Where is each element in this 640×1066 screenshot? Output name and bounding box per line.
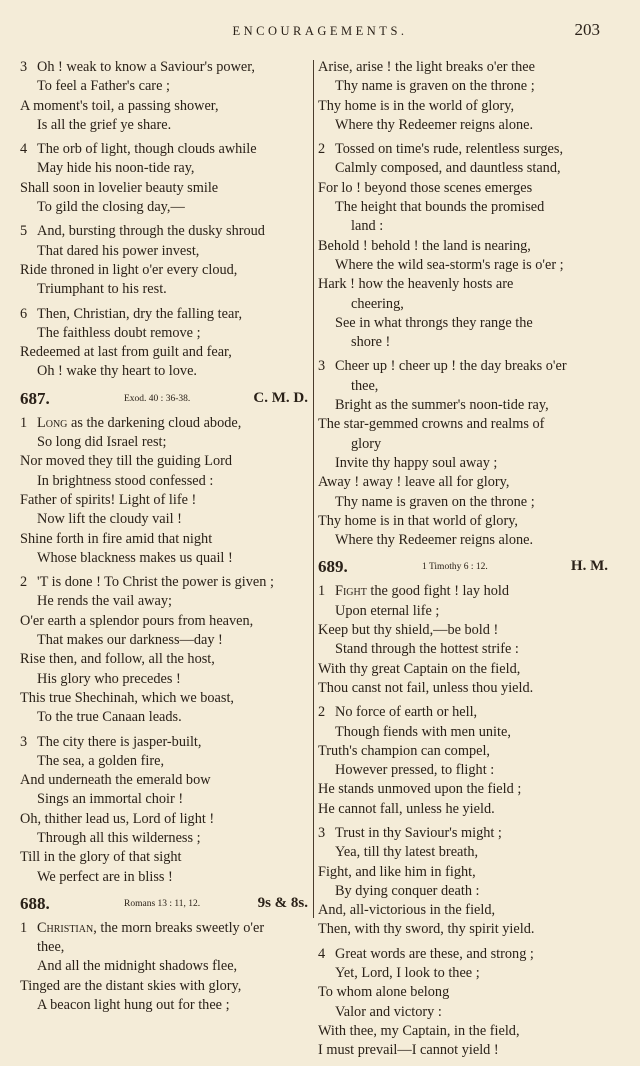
line-text: the good fight ! lay hold <box>366 583 509 600</box>
stanza-number: 1 <box>318 583 326 600</box>
line-text: Thy name is graven on the throne ; <box>335 493 535 510</box>
line-text: Where thy Redeemer reigns alone. <box>335 116 534 133</box>
line-text: This true Shechinah, which we boast, <box>20 689 235 706</box>
hymn-number: 687. <box>20 388 50 408</box>
hymn-687-stanzas <box>20 414 310 887</box>
verse-line <box>318 964 610 983</box>
line-text: Calmly composed, and dauntless stand, <box>335 160 561 177</box>
line-text: Yet, Lord, I look to thee ; <box>335 965 480 982</box>
verse-line <box>20 510 310 529</box>
verse-line <box>318 512 610 531</box>
verse-line <box>318 159 610 178</box>
line-text: And, all-victorious in the field, <box>318 902 496 919</box>
line-text: He rends the vail away; <box>37 593 172 610</box>
verse-line <box>20 670 310 689</box>
line-text: His glory who precedes ! <box>37 670 181 687</box>
verse-line <box>20 58 310 77</box>
line-text: Nor moved they till the guiding Lord <box>20 453 233 470</box>
line-text: Invite thy happy soul away ; <box>335 454 498 471</box>
verse-line <box>318 531 610 550</box>
line-text: Upon eternal life ; <box>335 602 440 619</box>
verse-line <box>20 97 310 116</box>
line-text: Oh ! wake thy heart to love. <box>37 363 197 380</box>
hymn-meter: C. M. D. <box>253 389 308 406</box>
verse-line <box>318 1003 610 1022</box>
stanza <box>318 582 610 698</box>
verse-line <box>20 222 310 241</box>
stanza-number: 5 <box>20 223 28 240</box>
verse-line <box>20 631 310 650</box>
line-text: Shine forth in fire amid that night <box>20 530 213 547</box>
verse-line <box>318 237 610 256</box>
stanza-number: 4 <box>318 945 326 962</box>
line-text: And underneath the emerald bow <box>20 772 211 789</box>
line-text: Bright as the summer's noon-tide ray, <box>335 397 549 414</box>
line-text: Where the wild sea-storm's rage is o'er ; <box>335 256 564 273</box>
verse-line <box>20 472 310 491</box>
line-text: Arise, arise ! the light breaks o'er thee <box>318 59 535 75</box>
verse-line <box>20 159 310 178</box>
running-title: ENCOURAGEMENTS. <box>232 24 408 38</box>
stanza-number: 1 <box>20 919 28 936</box>
verse-line <box>318 140 610 159</box>
stanza <box>20 222 310 299</box>
hymn-number: 688. <box>20 893 50 913</box>
verse-line <box>20 116 310 135</box>
line-text: See in what throngs they range the <box>335 314 533 331</box>
line-text: cheering, <box>351 295 404 312</box>
first-word: Long <box>37 414 68 431</box>
column-divider <box>313 60 314 918</box>
stanza-number: 3 <box>20 59 28 75</box>
line-text: We perfect are in bliss ! <box>37 868 173 885</box>
verse-line <box>20 343 310 362</box>
scripture-reference: 1 Timothy 6 : 12. <box>422 562 488 573</box>
line-text: Valor and victory : <box>335 1003 442 1020</box>
first-word: Fight <box>335 583 367 600</box>
line-text: Stand through the hottest strife : <box>335 641 519 658</box>
line-text: Great words are these, and strong ; <box>335 945 534 962</box>
stanza-number: 2 <box>318 704 326 721</box>
verse-line <box>20 198 310 217</box>
line-text: The city there is jasper-built, <box>37 733 202 750</box>
verse-line <box>318 415 610 434</box>
line-text: Hark ! how the heavenly hosts are <box>318 276 514 293</box>
stanza <box>318 945 610 1061</box>
line-text: He cannot fall, unless he yield. <box>318 800 495 817</box>
verse-line <box>20 305 310 324</box>
verse-line <box>20 810 310 829</box>
line-text: Oh, thither lead us, Lord of light ! <box>20 810 215 827</box>
verse-line <box>318 761 610 780</box>
line-text: And all the midnight shadows flee, <box>37 958 238 975</box>
line-text: shore ! <box>351 334 391 351</box>
line-text: The faithless doubt remove ; <box>37 324 201 341</box>
verse-line <box>20 280 310 299</box>
line-text: Cheer up ! cheer up ! the day breaks o'er <box>335 358 567 375</box>
stanza-number: 2 <box>318 141 326 158</box>
stanza <box>318 824 610 940</box>
verse-line <box>20 708 310 727</box>
verse-line <box>318 621 610 640</box>
verse-line <box>318 679 610 698</box>
line-text: Oh ! weak to know a Saviour's power, <box>37 59 255 75</box>
line-text: Then, Christian, dry the falling tear, <box>37 305 243 322</box>
line-text: To gild the closing day,— <box>37 199 185 216</box>
line-text: 'T is done ! To Christ the power is given ; <box>37 574 274 591</box>
line-text: Truth's champion can compel, <box>318 742 490 759</box>
line-text: The sea, a golden fire, <box>37 752 165 769</box>
verse-line <box>20 689 310 708</box>
line-text: Where thy Redeemer reigns alone. <box>335 532 534 549</box>
stanza <box>318 140 610 352</box>
verse-line <box>318 295 610 314</box>
line-text: That dared his power invest, <box>37 242 200 259</box>
line-text: Rise then, and follow, all the host, <box>20 651 215 668</box>
verse-line <box>20 829 310 848</box>
right-column <box>318 58 610 1066</box>
verse-line <box>20 868 310 887</box>
verse-line <box>318 473 610 492</box>
verse-line <box>20 733 310 752</box>
line-text: thee, <box>37 939 65 956</box>
scripture-reference: Exod. 40 : 36-38. <box>124 393 191 404</box>
line-text: Away ! away ! leave all for glory, <box>318 474 510 491</box>
stanza <box>318 58 610 135</box>
line-text: Ride throned in light o'er every cloud, <box>20 261 238 278</box>
line-text: glory <box>351 435 382 452</box>
verse-line <box>318 357 610 376</box>
line-text: A beacon light hung out for thee ; <box>37 997 230 1014</box>
first-word: Christian <box>37 919 94 936</box>
verse-line <box>318 179 610 198</box>
line-text: To feel a Father's care ; <box>37 78 170 95</box>
stanza <box>20 919 310 1015</box>
stanza-number: 6 <box>20 305 28 322</box>
verse-line <box>20 957 310 976</box>
verse-line <box>20 77 310 96</box>
line-text: The star-gemmed crowns and realms of <box>318 416 545 433</box>
verse-line <box>318 824 610 843</box>
line-text: Yea, till thy latest breath, <box>335 844 479 861</box>
line-text: Thy home is in the world of glory, <box>318 97 515 114</box>
stanza-number: 3 <box>318 824 326 841</box>
verse-line <box>318 640 610 659</box>
line-text: In brightness stood confessed : <box>37 472 214 489</box>
verse-line <box>318 377 610 396</box>
hymn-meter: H. M. <box>570 558 608 575</box>
verse-line <box>20 433 310 452</box>
line-text: Redeemed at last from guilt and fear, <box>20 344 232 361</box>
line-text: I must prevail—I cannot yield ! <box>318 1042 499 1059</box>
line-text: Tossed on time's rude, relentless surges, <box>335 141 564 158</box>
line-text: Thou canst not fail, unless thou yield. <box>318 679 534 696</box>
stanza-number: 3 <box>318 358 326 375</box>
line-text: as the darkening cloud abode, <box>67 414 242 431</box>
verse-line <box>318 1041 610 1060</box>
verse-line <box>318 1022 610 1041</box>
stanza-number: 2 <box>20 574 28 591</box>
verse-line <box>20 752 310 771</box>
line-text: Triumphant to his rest. <box>37 281 167 298</box>
line-text: With thy great Captain on the field, <box>318 660 521 677</box>
verse-line <box>20 848 310 867</box>
line-text: A moment's toil, a passing shower, <box>20 97 219 114</box>
line-text: No force of earth or hell, <box>335 704 478 721</box>
line-text: So long did Israel rest; <box>37 434 167 451</box>
verse-line <box>20 549 310 568</box>
line-text: Fight, and like him in fight, <box>318 863 476 880</box>
line-text: Whose blackness makes us quail ! <box>37 549 233 566</box>
line-text: He stands unmoved upon the field ; <box>318 781 522 798</box>
stanza-number: 4 <box>20 141 28 158</box>
hymn-header-689 <box>318 555 610 580</box>
line-text: thee, <box>351 377 379 394</box>
verse-line <box>318 920 610 939</box>
line-text: Now lift the cloudy vail ! <box>37 511 182 528</box>
line-text: Shall soon in lovelier beauty smile <box>20 179 219 196</box>
verse-line <box>318 800 610 819</box>
scripture-reference: Romans 13 : 11, 12. <box>124 898 201 909</box>
line-text: Sings an immortal choir ! <box>37 791 184 808</box>
verse-line <box>20 452 310 471</box>
stanza <box>318 357 610 550</box>
verse-line <box>20 996 310 1015</box>
verse-line <box>20 977 310 996</box>
line-text: Thy name is graven on the throne ; <box>335 78 535 95</box>
hymn-number: 689. <box>318 557 348 577</box>
line-text: With thee, my Captain, in the field, <box>318 1022 520 1039</box>
line-text: Thy home is in that world of glory, <box>318 512 518 529</box>
verse-line <box>318 314 610 333</box>
line-text: Then, with thy sword, thy spirit yield. <box>318 921 535 938</box>
page-number: 203 <box>574 20 600 39</box>
verse-line <box>318 602 610 621</box>
verse-line <box>318 333 610 352</box>
verse-line <box>318 217 610 236</box>
verse-line <box>20 491 310 510</box>
line-text: land : <box>351 218 384 235</box>
verse-line <box>318 58 610 77</box>
verse-line <box>20 919 310 938</box>
verse-line <box>318 863 610 882</box>
verse-line <box>318 843 610 862</box>
line-text: And, bursting through the dusky shroud <box>37 223 265 240</box>
verse-line <box>20 790 310 809</box>
verse-line <box>318 983 610 1002</box>
stanza <box>318 703 610 819</box>
verse-line <box>318 582 610 601</box>
line-text: That makes our darkness—day ! <box>37 632 223 649</box>
stanza <box>20 414 310 568</box>
stanza <box>20 305 310 382</box>
verse-line <box>318 901 610 920</box>
line-text: By dying conquer death : <box>335 882 480 899</box>
verse-line <box>318 703 610 722</box>
verse-line <box>318 882 610 901</box>
line-text: To whom alone belong <box>318 984 450 1001</box>
line-text: For lo ! beyond those scenes emerges <box>318 179 533 196</box>
verse-line <box>318 493 610 512</box>
line-text: Is all the grief ye share. <box>37 116 172 133</box>
line-text: Till in the glory of that sight <box>20 849 182 866</box>
line-text: The height that bounds the promised <box>335 199 545 216</box>
verse-line <box>318 275 610 294</box>
verse-line <box>318 454 610 473</box>
verse-line <box>318 77 610 96</box>
line-text: Behold ! behold ! the land is nearing, <box>318 237 531 254</box>
verse-line <box>318 256 610 275</box>
line-text: Though fiends with men unite, <box>335 723 511 740</box>
verse-line <box>20 179 310 198</box>
verse-line <box>20 324 310 343</box>
hymn-header-687 <box>20 387 310 412</box>
hymn-689-stanzas <box>318 582 610 1060</box>
verse-line <box>20 573 310 592</box>
stanza <box>20 573 310 727</box>
continued-stanzas <box>318 58 610 550</box>
page-header <box>0 20 640 46</box>
verse-line <box>318 723 610 742</box>
stanza <box>20 733 310 887</box>
line-text: Father of spirits! Light of life ! <box>20 491 197 508</box>
verse-line <box>318 780 610 799</box>
line-text: O'er earth a splendor pours from heaven, <box>20 612 254 629</box>
verse-line <box>20 650 310 669</box>
hymn-meter: 9s & 8s. <box>257 894 308 911</box>
verse-line <box>318 660 610 679</box>
verse-line <box>20 362 310 381</box>
verse-line <box>20 414 310 433</box>
line-text: Through all this wilderness ; <box>37 829 201 846</box>
verse-line <box>318 116 610 135</box>
stanza <box>20 58 310 135</box>
line-text: However pressed, to flight : <box>335 762 495 779</box>
verse-line <box>20 592 310 611</box>
line-text: May hide his noon-tide ray, <box>37 160 195 177</box>
verse-line <box>20 612 310 631</box>
verse-line <box>318 97 610 116</box>
left-column <box>20 58 310 1020</box>
line-text: To the true Canaan leads. <box>37 709 182 726</box>
verse-line <box>318 198 610 217</box>
verse-line <box>20 530 310 549</box>
line-text: , the morn breaks sweetly o'er <box>93 919 265 936</box>
stanza-number: 3 <box>20 733 28 750</box>
hymn-header-688 <box>20 892 310 917</box>
stanza <box>20 140 310 217</box>
line-text: Trust in thy Saviour's might ; <box>335 824 502 841</box>
verse-line <box>20 242 310 261</box>
continued-stanzas <box>20 58 310 382</box>
line-text: Keep but thy shield,—be bold ! <box>318 622 499 639</box>
hymn-688-stanzas <box>20 919 310 1015</box>
verse-line <box>20 771 310 790</box>
line-text: The orb of light, though clouds awhile <box>37 141 257 158</box>
verse-line <box>318 396 610 415</box>
line-text: Tinged are the distant skies with glory, <box>20 977 242 994</box>
verse-line <box>20 261 310 280</box>
stanza-number: 1 <box>20 414 28 431</box>
verse-line <box>318 742 610 761</box>
verse-line <box>318 435 610 454</box>
verse-line <box>20 140 310 159</box>
